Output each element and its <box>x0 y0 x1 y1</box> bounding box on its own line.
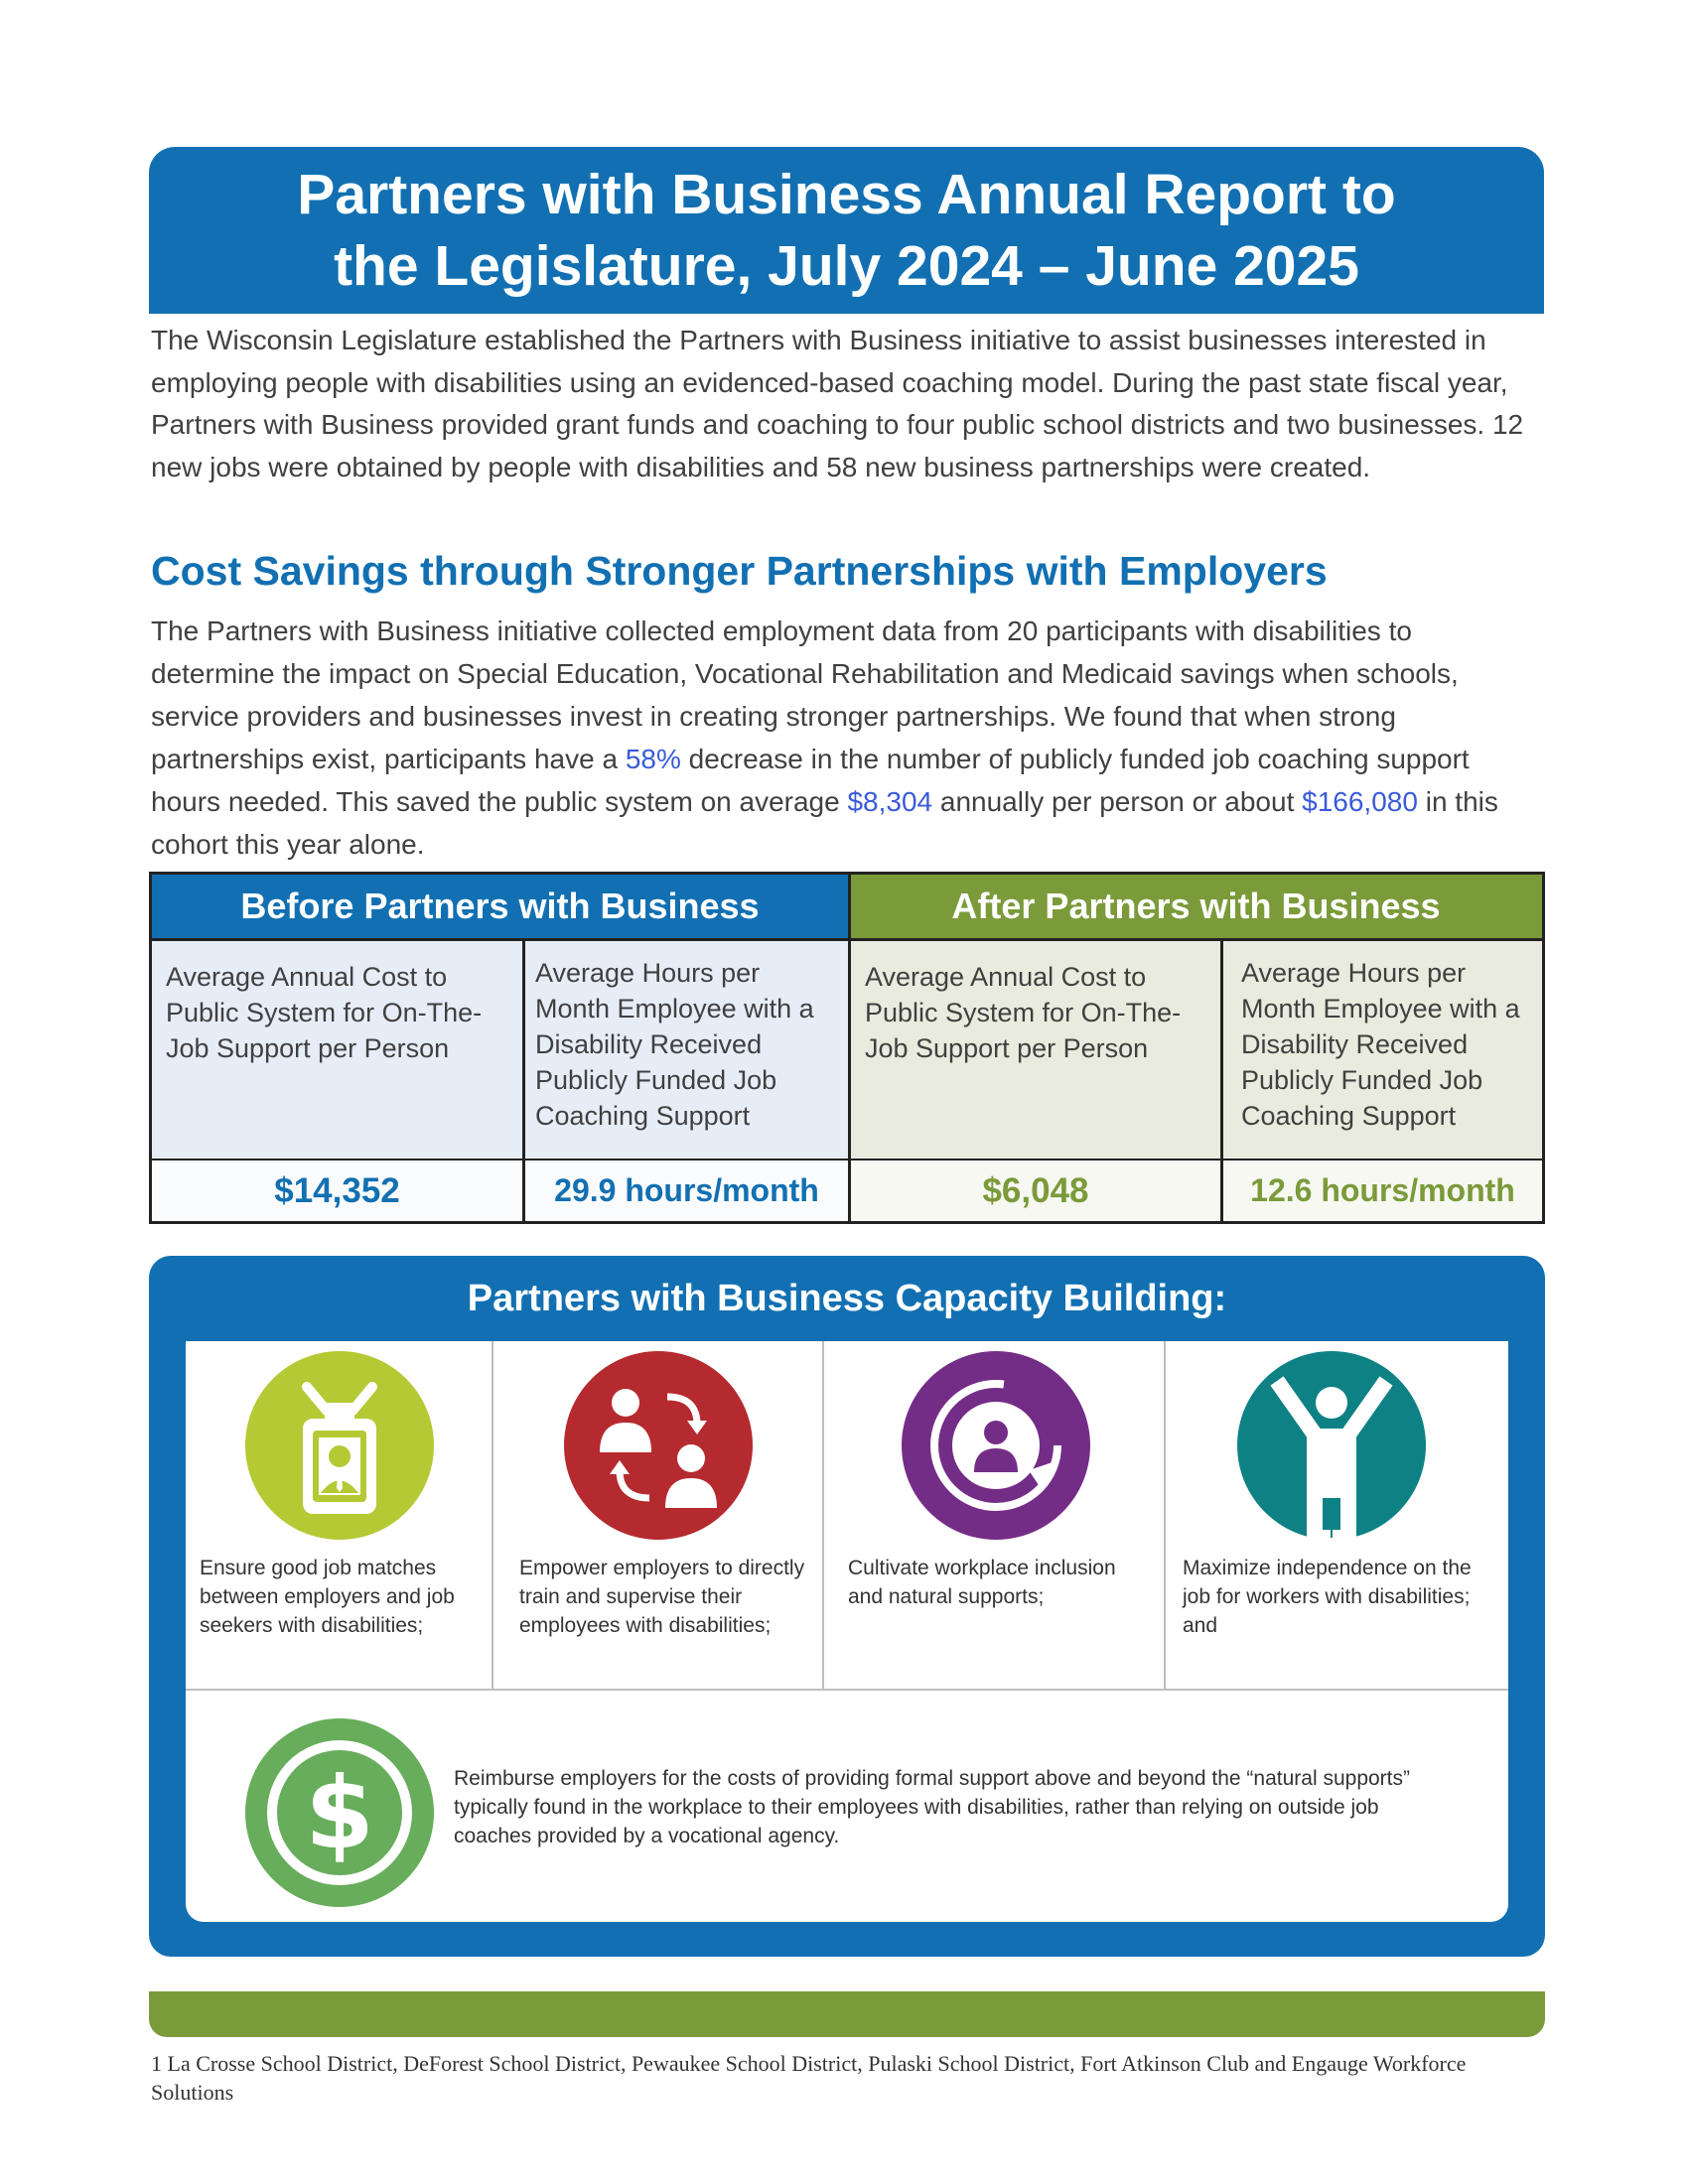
capacity-item-4: Maximize independence on the job for workers with disabilities; and <box>1183 1557 1472 1637</box>
table-divider <box>522 938 525 1221</box>
savings-average: $8,304 <box>847 786 933 817</box>
after-cost-label: Average Annual Cost to Public System for On-The-Job Support per Person <box>851 941 1220 1159</box>
savings-total: $166,080 <box>1302 786 1418 817</box>
after-cost-value: $6,048 <box>851 1160 1220 1221</box>
dollar-icon <box>245 1718 434 1907</box>
savings-percent: 58% <box>625 744 681 774</box>
after-hours-label: Average Hours per Month Employee with a Disability Received Publicly Funded Job Coaching Support <box>1223 941 1542 1159</box>
title-banner <box>149 147 1544 314</box>
column-divider <box>1164 1341 1166 1689</box>
column-divider <box>492 1341 493 1689</box>
capacity-building-panel <box>149 1256 1545 1957</box>
table-divider <box>848 875 851 1221</box>
intro-paragraph: The Wisconsin Legislature established the Partners with Business initiative to assist businesses interested in employing people with disabilities using an evidenced-based coaching model. During the past state fiscal year, Partners with Business provided grant funds and coaching to four public school districts and two businesses. 12 new jobs were obtained by people with disabilities and 58 new business partnerships were created. <box>151 325 1524 482</box>
column-divider <box>822 1341 824 1689</box>
savings-text-3: annually per person or about <box>939 786 1295 817</box>
footnote: 1 La Crosse School District, DeForest School District, Pewaukee School District, Pulaski School District, Fort Atkinson Club and Engauge Workforce Solutions <box>151 2051 1467 2105</box>
before-header: Before Partners with Business <box>152 875 848 938</box>
comparison-table <box>149 872 1545 1224</box>
before-hours-value: 29.9 hours/month <box>525 1160 848 1221</box>
table-divider <box>1220 938 1223 1221</box>
before-hours-label: Average Hours per Month Employee with a Disability Received Publicly Funded Job Coaching Support <box>525 941 848 1159</box>
badge-icon <box>245 1351 434 1540</box>
people-exchange-icon <box>564 1351 753 1540</box>
savings-text-2: decrease in the number of publicly funded job coaching support hours needed. This saved the public system on average <box>151 744 1470 817</box>
footer-bar <box>149 1991 1545 2037</box>
capacity-title: Partners with Business Capacity Building: <box>467 1278 1227 1319</box>
table-divider <box>152 938 1542 941</box>
capacity-item-2: Empower employers to directly train and supervise their employees with disabilities; <box>519 1557 805 1637</box>
capacity-item-1: Ensure good job matches between employers and job seekers with disabilities; <box>200 1557 455 1637</box>
before-cost-value: $14,352 <box>152 1160 522 1221</box>
before-cost-label: Average Annual Cost to Public System for On-The-Job Support per Person <box>152 941 522 1159</box>
person-arms-raised-icon <box>1237 1351 1426 1540</box>
capacity-grid <box>186 1341 1508 1922</box>
title-line-2: the Legislature, July 2024 – June 2025 <box>334 234 1359 298</box>
savings-paragraph <box>151 610 1541 866</box>
savings-heading: Cost Savings through Stronger Partnerships with Employers <box>151 548 1328 594</box>
savings-text-1: The Partners with Business initiative collected employment data from 20 participants with disabilities to determine the impact on Special Education, Vocational Rehabilitation and Medicaid savings when schools, service providers and businesses invest in creating stronger partnerships. We found that when strong partnerships exist, participants have a <box>151 615 1459 774</box>
savings-text-4: in this cohort this year alone. <box>151 786 1498 860</box>
row-divider <box>186 1689 1508 1691</box>
inclusion-circle-icon <box>902 1351 1090 1540</box>
svg-text:$: $ <box>305 1755 374 1871</box>
table-divider <box>152 1159 1542 1160</box>
after-header: After Partners with Business <box>850 875 1542 938</box>
title-line-1: Partners with Business Annual Report to <box>297 163 1396 226</box>
capacity-item-5: Reimburse employers for the costs of providing formal support above and beyond the “natural supports” typically found in the workplace to their employees with disabilities, rather than relying on outside job coaches provided by a vocational agency. <box>454 1767 1411 1847</box>
capacity-item-3: Cultivate workplace inclusion and natural supports; <box>848 1557 1116 1608</box>
after-hours-value: 12.6 hours/month <box>1223 1160 1542 1221</box>
